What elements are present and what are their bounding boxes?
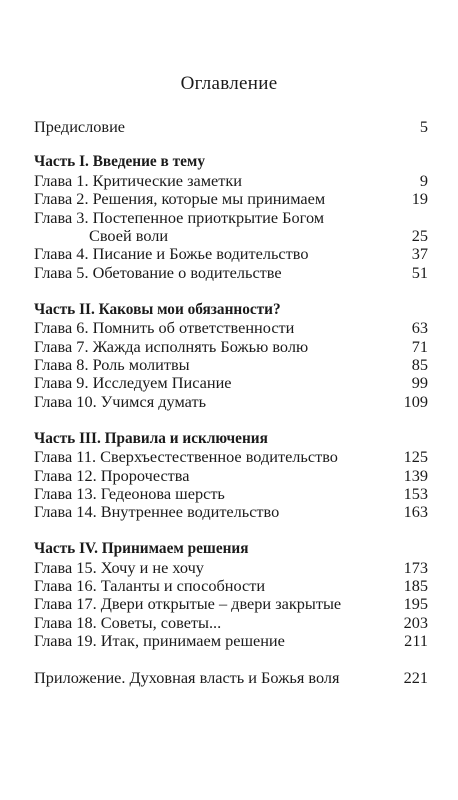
toc-entry-label: Предисловие	[34, 117, 126, 136]
toc-page-number: 221	[403, 667, 428, 687]
toc-entry-label: Глава 11. Сверхъестественное водительство	[34, 447, 338, 467]
toc-entry-label: Своей воли	[89, 226, 169, 246]
toc-entry-label: Глава 4. Писание и Божье водительство	[34, 244, 309, 264]
toc-entry-label: Глава 17. Двери открытые – двери закрытые	[34, 594, 342, 614]
toc-page-number: 139	[403, 465, 428, 485]
toc-page-number: 85	[411, 354, 428, 374]
part-heading: Часть I. Введение в тему	[34, 153, 205, 171]
toc-entry-label: Глава 14. Внутреннее водительство	[34, 502, 280, 522]
toc-entry-label: Глава 16. Таланты и способности	[34, 576, 266, 596]
toc-page-number: 153	[403, 483, 428, 503]
part-heading: Часть II. Каковы мои обязанности?	[34, 300, 281, 318]
toc-entry	[34, 632, 428, 650]
toc-entry-label: Глава 8. Роль молитвы	[34, 354, 190, 374]
toc-entry	[34, 190, 428, 208]
toc-page-number: 173	[403, 557, 428, 577]
toc-page-number: 211	[404, 631, 428, 651]
toc-page-number: 163	[403, 502, 428, 522]
toc-page-number: 51	[411, 262, 428, 282]
toc-page-number: 203	[403, 612, 428, 632]
toc-entry	[34, 374, 428, 392]
toc-entry-label: Глава 19. Итак, принимаем решение	[34, 631, 285, 651]
toc-page-number: 19	[411, 189, 428, 209]
toc-page-number: 9	[419, 170, 428, 190]
page-title: Оглавление	[180, 73, 278, 94]
toc-entry-appendix	[34, 669, 428, 687]
toc-entry-label: Глава 6. Помнить об ответственности	[34, 318, 295, 338]
toc-entry	[34, 172, 428, 190]
toc-entry	[34, 595, 428, 613]
toc-entry-label: Приложение. Духовная власть и Божья воля	[34, 667, 340, 687]
toc-entry	[34, 393, 428, 411]
toc-entry-continuation	[34, 227, 428, 245]
toc-entry	[34, 338, 428, 356]
toc-page-number: 109	[403, 391, 428, 411]
toc-entry	[34, 467, 428, 485]
toc-entry	[34, 614, 428, 632]
toc-entry	[34, 503, 428, 521]
toc-entry-label: Глава 3. Постепенное приоткрытие Богом	[34, 207, 325, 227]
toc-entry-preface	[34, 118, 428, 136]
toc-entry-label: Глава 7. Жажда исполнять Божью волю	[34, 336, 309, 356]
toc-page-number: 25	[411, 226, 428, 246]
toc-entry-label: Глава 10. Учимся думать	[34, 391, 206, 411]
toc-page-number: 63	[411, 318, 428, 338]
toc-page-number: 5	[419, 117, 428, 136]
toc-entry	[34, 485, 428, 503]
toc-entry	[34, 448, 428, 466]
toc-entry-label: Глава 12. Пророчества	[34, 465, 190, 485]
toc-entry-label: Глава 1. Критические заметки	[34, 170, 243, 190]
toc-entry-label: Глава 13. Гедеонова шерсть	[34, 483, 225, 503]
toc-page-number: 37	[411, 244, 428, 264]
toc-entry-label: Глава 18. Советы, советы...	[34, 612, 222, 632]
toc-page-number: 125	[403, 447, 428, 467]
toc-entry	[34, 356, 428, 374]
toc-entry	[34, 245, 428, 263]
toc-entry-label: Глава 15. Хочу и не хочу	[34, 557, 204, 577]
toc-entry	[34, 319, 428, 337]
toc-page-number: 99	[411, 373, 428, 393]
toc-entry-label: Глава 2. Решения, которые мы принимаем	[34, 189, 326, 209]
toc-page-number: 71	[411, 336, 428, 356]
table-of-contents	[34, 118, 428, 687]
part-heading: Часть III. Правила и исключения	[34, 429, 268, 447]
part-heading: Часть IV. Принимаем решения	[34, 540, 249, 558]
toc-page-number: 195	[403, 594, 428, 614]
toc-entry-label: Глава 5. Обетование о водительстве	[34, 262, 282, 282]
toc-entry-label: Глава 9. Исследуем Писание	[34, 373, 232, 393]
toc-entry	[34, 264, 428, 282]
toc-page-number: 185	[403, 576, 428, 596]
toc-entry	[34, 209, 428, 227]
toc-entry	[34, 577, 428, 595]
toc-entry	[34, 559, 428, 577]
